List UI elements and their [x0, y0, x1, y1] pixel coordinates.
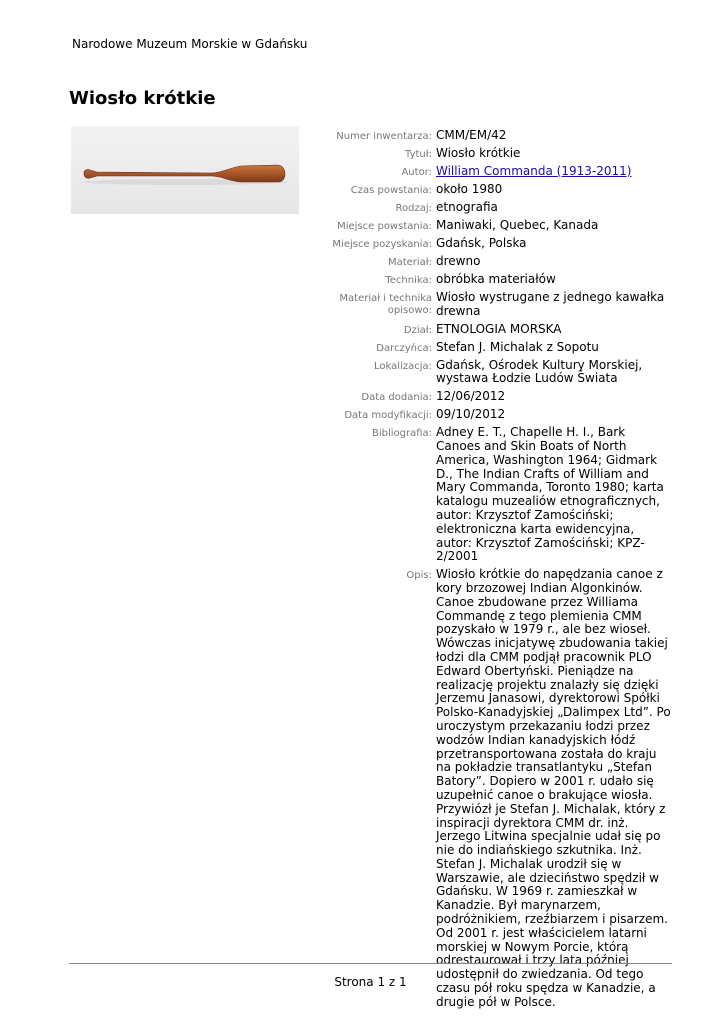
metadata-label: Darczyńca:: [376, 342, 432, 354]
metadata-value: CMM/EM/42: [436, 128, 507, 142]
metadata-row: [330, 183, 675, 197]
page-number: Strona 1 z 1: [334, 975, 407, 989]
metadata-value: Wiosło krótkie do napędzania canoe z kory brzozowej Indian Algonkinów. Canoe zbudowane przez Williama Commandę z tego plemienia CMM pozyskało w 1979 r., ale bez wioseł. Wówczas inicjatywę zbudowania takiej łodzi dla CMM podjął pracownik PLO Edward Obertyński. Pieniądze na realizację projektu znalazły się dzięki Jerzemu Janasowi, dyrektorowi Spółki Polsko-Kanadyjskiej „Dalimpex Ltd”. Po uroczystym przekazaniu łodzi przez wodzów Indian kanadyjskich łódź przetransportowana została do kraju na pokładzie transatlantyku „Stefan Batory”. Dopiero w 2001 r. udało się uzupełnić canoe o brakujące wiosła. Przywiózł je Stefan J. Michalak, który z inspiracji dyrektora CMM dr. inż. Jerzego Litwina specjalnie udał się po nie do indiańskiego szkutnika. Inż. Stefan J. Michalak urodził się w Warszawie, ale dzieciństwo spędził w Gdańsku. W 1969 r. zamieszkał w Kanadzie. Był marynarzem, podróżnikiem, rzeźbiarzem i pisarzem. Od 2001 r. jest właścicielem latarni morskiej w Nowym Porcie, którą odrestaurował i trzy lata później udostępnił do zwiedzania. Od tego czasu pół roku spędza w Kanadzie, a drugie pół w Polsce.: [436, 567, 671, 1009]
metadata-value: [436, 165, 672, 179]
metadata-label: Czas powstania:: [350, 185, 432, 196]
metadata-row: [330, 291, 675, 319]
metadata-value: Wiosło krótkie: [436, 146, 521, 160]
metadata-label: Numer inwentarza:: [336, 131, 432, 142]
metadata-label: Data modyfikacji:: [344, 410, 432, 422]
metadata-value: Wiosło wystrugane z jednego kawałka drewna: [436, 290, 665, 318]
metadata-value: Gdańsk, Polska: [436, 236, 527, 250]
metadata-row: [330, 237, 675, 251]
metadata-label: Lokalizacja:: [374, 360, 432, 372]
museum-name: Narodowe Muzeum Morskie w Gdańsku: [72, 37, 308, 51]
metadata-list: [330, 129, 675, 1014]
metadata-value: etnografia: [436, 200, 498, 214]
metadata-label: Bibliografia:: [371, 428, 432, 440]
metadata-value: Stefan J. Michalak z Sopotu: [436, 339, 599, 354]
metadata-row: [330, 219, 675, 233]
metadata-value: Maniwaki, Quebec, Kanada: [436, 218, 599, 232]
metadata-row: [330, 341, 675, 355]
metadata-label: Miejsce pozyskania:: [332, 239, 432, 250]
metadata-value: Adney E. T., Chapelle H. I., Bark Canoes and Skin Boats of North America, Washington 1964; Gidmark D., The Indian Crafts of William and Mary Commanda, Toronto 1980; karta katalogu muzealiów etnograficznych, autor: Krzysztof Zamościński; elektroniczna karta ewidencyjna, autor: Krzysztof Zamościński; KPZ-2/2001: [436, 425, 664, 564]
object-photo: [71, 126, 299, 214]
metadata-row: [330, 359, 675, 387]
metadata-value: 12/06/2012: [436, 389, 506, 404]
metadata-label: Materiał i technika opisowo:: [339, 293, 432, 316]
metadata-label: Autor:: [401, 167, 432, 178]
metadata-row: [330, 201, 675, 215]
metadata-label: Tytuł:: [405, 149, 432, 160]
paddle-icon: [71, 126, 299, 214]
metadata-value: około 1980: [436, 182, 503, 196]
metadata-row: [330, 147, 675, 161]
metadata-label: Technika:: [385, 275, 432, 286]
metadata-row: [330, 568, 675, 1010]
metadata-label: Miejsce powstania:: [337, 221, 432, 232]
page-title: Wiosło krótkie: [69, 88, 216, 109]
metadata-value: 09/10/2012: [436, 407, 506, 422]
metadata-row: [330, 426, 675, 564]
footer-divider: [69, 963, 672, 964]
metadata-label: Rodzaj:: [395, 203, 432, 214]
metadata-row: [330, 165, 675, 179]
metadata-label: Dział:: [403, 324, 432, 336]
metadata-value: ETNOLOGIA MORSKA: [436, 321, 562, 336]
metadata-value: obróbka materiałów: [436, 272, 556, 286]
metadata-row: [330, 323, 675, 337]
metadata-value: Gdańsk, Ośrodek Kultury Morskiej, wystawa Łodzie Ludów Świata: [436, 357, 643, 386]
metadata-row: [330, 129, 675, 143]
metadata-row: [330, 408, 675, 422]
metadata-label: Materiał:: [387, 257, 432, 268]
metadata-row: [330, 255, 675, 269]
metadata-label: Data dodania:: [361, 392, 432, 404]
metadata-row: [330, 273, 675, 287]
metadata-row: [330, 390, 675, 404]
metadata-label: Opis:: [406, 570, 432, 582]
metadata-value: drewno: [436, 254, 481, 268]
author-link[interactable]: William Commanda (1913-2011): [436, 164, 632, 178]
